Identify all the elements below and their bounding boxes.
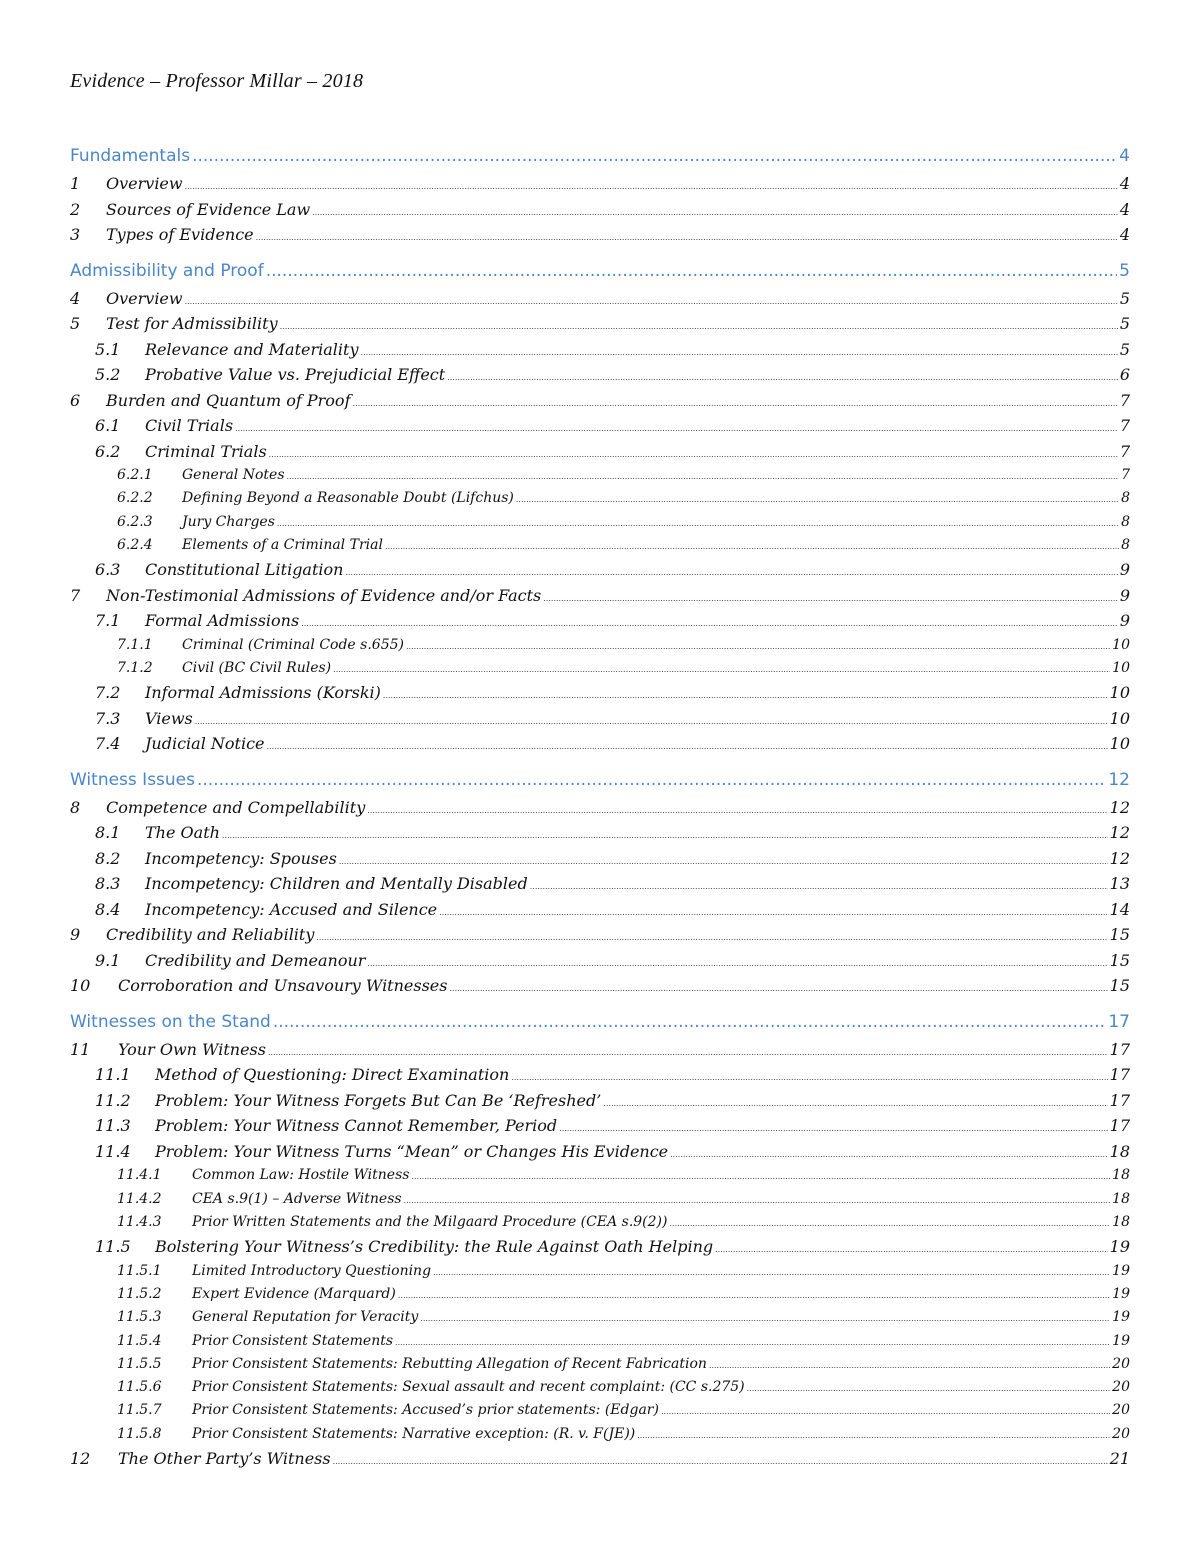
toc-entry-number: 11.5.2 xyxy=(117,1285,162,1302)
dot-leader xyxy=(439,908,1108,917)
dot-leader xyxy=(367,806,1107,815)
toc-entry-label: Incompetency: Accused and Silence xyxy=(145,899,438,919)
toc-entry[interactable] xyxy=(70,1426,1130,1449)
toc-entry[interactable] xyxy=(70,442,1130,468)
toc-entry[interactable] xyxy=(70,1091,1130,1117)
toc-entry-label: Incompetency: Spouses xyxy=(145,848,337,868)
toc-entry[interactable] xyxy=(70,537,1130,560)
toc-entry-label: Incompetency: Children and Mentally Disabled xyxy=(145,874,528,894)
toc-entry-number: 10 xyxy=(70,976,91,996)
toc-page-number: 10 xyxy=(1112,636,1130,653)
toc-entry-label: Problem: Your Witness Forgets But Can Be ‘Refreshed’ xyxy=(155,1090,602,1110)
toc-entry-label: Jury Charges xyxy=(182,513,275,530)
toc-entry[interactable] xyxy=(70,467,1130,490)
toc-entry[interactable] xyxy=(70,1333,1130,1356)
toc-entry-number: 11.4.1 xyxy=(117,1167,162,1184)
dot-leader xyxy=(333,1457,1108,1466)
toc-entry-label: Prior Consistent Statements: Sexual assault and recent complaint: (CC s.275) xyxy=(192,1379,745,1396)
toc-page-number: 18 xyxy=(1112,1213,1130,1230)
toc-entry-label: Sources of Evidence Law xyxy=(106,199,311,219)
toc-page-number: 7 xyxy=(1119,390,1130,410)
toc-entry-number: 11.2 xyxy=(95,1090,131,1110)
toc-page-number: 20 xyxy=(1112,1425,1130,1442)
toc-page-number: 19 xyxy=(1112,1262,1130,1279)
toc-entry-label: Prior Consistent Statements: Narrative exception: (R. v. F(JE)) xyxy=(192,1425,636,1442)
dot-leader xyxy=(603,1099,1107,1108)
toc-page-number: 18 xyxy=(1112,1190,1130,1207)
toc-page-number: 17 xyxy=(1109,1090,1130,1110)
dot-leader xyxy=(395,1338,1110,1347)
toc-entry-number: 8.1 xyxy=(95,823,121,843)
dot-leader xyxy=(367,959,1107,968)
toc-page-number: 9 xyxy=(1119,560,1130,580)
toc-entry-number: 9 xyxy=(70,925,81,945)
toc-entry-label: Defining Beyond a Reasonable Doubt (Lifchus) xyxy=(182,490,514,507)
toc-page-number: 15 xyxy=(1109,925,1130,945)
toc-entry-number: 11.3 xyxy=(95,1116,131,1136)
dot-leader xyxy=(192,146,1117,166)
toc-entry[interactable] xyxy=(70,823,1130,849)
dot-leader xyxy=(637,1431,1110,1440)
toc-page-number: 19 xyxy=(1112,1285,1130,1302)
toc-entry-number: 11.4.2 xyxy=(117,1190,162,1207)
document-title: Evidence – Professor Millar – 2018 xyxy=(70,70,364,92)
dot-leader xyxy=(361,348,1118,357)
toc-entry-label: Relevance and Materiality xyxy=(145,339,359,359)
dot-leader xyxy=(715,1245,1108,1254)
toc-entry-label: Test for Admissibility xyxy=(106,314,278,333)
toc-entry-number: 7.3 xyxy=(95,708,121,728)
toc-section-label: Witnesses on the Stand xyxy=(70,1011,271,1032)
toc-entry-number: 11.5.7 xyxy=(117,1402,162,1419)
toc-entry-label: Your Own Witness xyxy=(118,1039,266,1059)
dot-leader xyxy=(197,770,1106,790)
toc-entry-label: Prior Written Statements and the Milgaard Procedure (CEA s.9(2)) xyxy=(192,1213,668,1230)
table-of-contents xyxy=(70,146,1130,1475)
toc-entry-number: 8.2 xyxy=(95,848,121,868)
toc-entry-number: 6.1 xyxy=(95,416,121,435)
toc-entry[interactable] xyxy=(70,1040,1130,1066)
toc-entry-label: Problem: Your Witness Cannot Remember, Period xyxy=(155,1116,558,1136)
toc-entry-label: Prior Consistent Statements: Accused’s prior statements: (Edgar) xyxy=(192,1402,659,1419)
toc-entry[interactable] xyxy=(70,849,1130,875)
toc-section-entry[interactable] xyxy=(70,146,1130,174)
toc-section-label: Admissibility and Proof xyxy=(70,260,264,281)
toc-entry[interactable] xyxy=(70,314,1130,340)
toc-entry-number: 6.2.2 xyxy=(117,490,153,507)
toc-entry-number: 12 xyxy=(70,1449,91,1469)
toc-page-number: 17 xyxy=(1109,1065,1130,1085)
dot-leader xyxy=(449,984,1107,993)
toc-entry[interactable] xyxy=(70,1065,1130,1091)
toc-page-number: 20 xyxy=(1112,1379,1130,1396)
toc-entry-label: Formal Admissions xyxy=(145,611,300,631)
toc-entry[interactable] xyxy=(70,900,1130,926)
toc-page-number: 5 xyxy=(1119,288,1130,308)
toc-page-number: 5 xyxy=(1119,339,1130,359)
toc-entry-number: 6 xyxy=(70,390,81,410)
toc-entry[interactable] xyxy=(70,951,1130,977)
dot-leader xyxy=(559,1124,1107,1133)
toc-page-number: 8 xyxy=(1121,513,1130,530)
toc-page-number: 7 xyxy=(1121,467,1130,483)
toc-page-number: 8 xyxy=(1121,536,1130,553)
toc-section-label: Fundamentals xyxy=(70,146,191,166)
dot-leader xyxy=(280,322,1118,331)
toc-page-number: 4 xyxy=(1119,174,1130,193)
toc-page-number: 12 xyxy=(1108,769,1130,790)
toc-entry-number: 7.1 xyxy=(95,611,121,631)
toc-entry[interactable] xyxy=(70,289,1130,315)
toc-entry-number: 2 xyxy=(70,199,81,219)
toc-entry-number: 8.4 xyxy=(95,899,121,919)
toc-entry-label: Burden and Quantum of Proof xyxy=(106,390,351,410)
toc-section-entry[interactable] xyxy=(70,261,1130,289)
dot-leader xyxy=(333,665,1110,674)
dot-leader xyxy=(268,1048,1108,1057)
toc-page-number: 4 xyxy=(1119,225,1130,244)
toc-entry-label: Civil (BC Civil Rules) xyxy=(182,659,332,676)
toc-page-number: 20 xyxy=(1112,1402,1130,1419)
toc-entry-label: CEA s.9(1) – Adverse Witness xyxy=(192,1190,402,1207)
dot-leader xyxy=(185,297,1118,306)
toc-entry[interactable] xyxy=(70,1356,1130,1379)
toc-entry-label: Prior Consistent Statements: Rebutting Allegation of Recent Fabrication xyxy=(192,1355,707,1372)
dot-leader xyxy=(312,208,1118,217)
toc-entry-number: 11.5.6 xyxy=(117,1379,162,1396)
dot-leader xyxy=(267,742,1108,751)
toc-entry-label: Credibility and Reliability xyxy=(106,925,315,945)
dot-leader xyxy=(269,450,1118,459)
toc-entry-label: Civil Trials xyxy=(145,416,234,435)
toc-page-number: 12 xyxy=(1109,797,1130,817)
toc-entry-number: 11.5.8 xyxy=(117,1425,162,1442)
toc-entry-number: 7.1.2 xyxy=(117,659,153,676)
toc-entry[interactable] xyxy=(70,1191,1130,1214)
toc-entry-label: The Oath xyxy=(145,823,220,843)
toc-entry-label: Corroboration and Unsavoury Witnesses xyxy=(118,976,448,996)
toc-page-number: 15 xyxy=(1109,950,1130,970)
toc-entry[interactable] xyxy=(70,1167,1130,1190)
dot-leader xyxy=(383,691,1108,700)
toc-entry-label: Common Law: Hostile Witness xyxy=(192,1167,410,1184)
dot-leader xyxy=(301,619,1118,628)
toc-page-number: 7 xyxy=(1119,441,1130,461)
toc-page-number: 18 xyxy=(1109,1141,1130,1161)
dot-leader xyxy=(195,717,1108,726)
dot-leader xyxy=(345,568,1117,577)
toc-entry-number: 11 xyxy=(70,1039,91,1059)
toc-section-label: Witness Issues xyxy=(70,769,195,790)
toc-page-number: 17 xyxy=(1109,1039,1130,1059)
dot-leader xyxy=(406,642,1110,651)
toc-entry[interactable] xyxy=(70,365,1130,391)
toc-entry-number: 7.2 xyxy=(95,683,121,703)
toc-entry-number: 8.3 xyxy=(95,874,121,894)
toc-section-entry[interactable] xyxy=(70,1012,1130,1040)
toc-page-number: 21 xyxy=(1109,1449,1130,1469)
toc-entry-number: 5 xyxy=(70,314,81,333)
toc-entry-number: 9.1 xyxy=(95,950,121,970)
toc-entry-label: Probative Value vs. Prejudicial Effect xyxy=(145,365,446,384)
toc-entry-label: Prior Consistent Statements xyxy=(192,1332,394,1349)
toc-entry-number: 11.5.5 xyxy=(117,1355,162,1372)
toc-entry-number: 8 xyxy=(70,797,81,817)
toc-page-number: 9 xyxy=(1119,611,1130,631)
toc-entry-number: 3 xyxy=(70,225,81,244)
toc-entry-number: 6.2.1 xyxy=(117,467,153,483)
toc-entry-number: 1 xyxy=(70,174,81,193)
toc-page-number: 18 xyxy=(1112,1167,1130,1184)
toc-entry-label: Views xyxy=(145,708,193,728)
toc-entry[interactable] xyxy=(70,391,1130,417)
toc-entry-label: Criminal Trials xyxy=(145,441,267,461)
toc-page-number: 19 xyxy=(1112,1309,1130,1326)
toc-entry[interactable] xyxy=(70,1309,1130,1332)
toc-page-number: 4 xyxy=(1119,146,1130,166)
dot-leader xyxy=(411,1172,1110,1181)
toc-entry-number: 6.3 xyxy=(95,560,121,580)
dot-leader xyxy=(447,373,1118,382)
dot-leader xyxy=(235,424,1118,433)
toc-entry-label: Competence and Compellability xyxy=(106,797,366,817)
toc-entry-number: 11.5 xyxy=(95,1237,131,1257)
toc-entry[interactable] xyxy=(70,225,1130,251)
toc-entry[interactable] xyxy=(70,560,1130,586)
toc-page-number: 12 xyxy=(1109,848,1130,868)
toc-entry[interactable] xyxy=(70,514,1130,537)
toc-entry-label: The Other Party’s Witness xyxy=(118,1449,331,1469)
toc-entry-label: Non-Testimonial Admissions of Evidence and/or Facts xyxy=(106,585,542,605)
toc-page-number: 17 xyxy=(1109,1116,1130,1136)
dot-leader xyxy=(398,1291,1110,1300)
dot-leader xyxy=(543,594,1118,603)
toc-page-number: 8 xyxy=(1121,490,1130,507)
dot-leader xyxy=(316,933,1107,942)
toc-page-number: 12 xyxy=(1109,823,1130,843)
dot-leader xyxy=(185,182,1118,191)
toc-entry-number: 5.1 xyxy=(95,339,121,359)
toc-entry-number: 4 xyxy=(70,288,81,308)
toc-entry-number: 11.5.4 xyxy=(117,1332,162,1349)
toc-section-entry[interactable] xyxy=(70,770,1130,798)
dot-leader xyxy=(516,495,1119,504)
dot-leader xyxy=(385,542,1119,551)
toc-entry[interactable] xyxy=(70,683,1130,709)
dot-leader xyxy=(530,882,1108,891)
toc-entry[interactable] xyxy=(70,200,1130,226)
toc-entry[interactable] xyxy=(70,1286,1130,1309)
toc-entry[interactable] xyxy=(70,874,1130,900)
toc-entry-label: Expert Evidence (Marquard) xyxy=(192,1285,396,1302)
toc-page-number: 19 xyxy=(1109,1237,1130,1257)
toc-entry[interactable] xyxy=(70,1263,1130,1286)
toc-entry-number: 6.2.4 xyxy=(117,536,153,553)
toc-entry-label: Elements of a Criminal Trial xyxy=(182,536,383,553)
toc-entry[interactable] xyxy=(70,798,1130,824)
toc-entry[interactable] xyxy=(70,660,1130,683)
dot-leader xyxy=(670,1150,1108,1159)
toc-entry-label: Overview xyxy=(106,174,183,193)
dot-leader xyxy=(669,1219,1110,1228)
toc-page-number: 15 xyxy=(1109,976,1130,996)
toc-page-number: 5 xyxy=(1119,314,1130,333)
dot-leader xyxy=(420,1314,1110,1323)
toc-entry-label: Problem: Your Witness Turns “Mean” or Changes His Evidence xyxy=(155,1141,669,1161)
toc-entry[interactable] xyxy=(70,1116,1130,1142)
toc-page-number: 19 xyxy=(1112,1332,1130,1349)
toc-entry[interactable] xyxy=(70,709,1130,735)
toc-page-number: 6 xyxy=(1119,365,1130,384)
toc-entry[interactable] xyxy=(70,1449,1130,1475)
toc-entry-label: Informal Admissions (Korski) xyxy=(145,683,381,703)
dot-leader xyxy=(277,519,1119,528)
toc-entry-number: 6.2 xyxy=(95,441,121,461)
dot-leader xyxy=(404,1196,1111,1205)
toc-entry[interactable] xyxy=(70,1214,1130,1237)
toc-entry-number: 11.4 xyxy=(95,1141,131,1161)
toc-entry-label: Constitutional Litigation xyxy=(145,560,344,580)
dot-leader xyxy=(339,857,1108,866)
toc-entry-number: 11.4.3 xyxy=(117,1213,162,1230)
toc-entry-label: Method of Questioning: Direct Examination xyxy=(155,1065,510,1085)
toc-entry-number: 5.2 xyxy=(95,365,121,384)
toc-page-number: 13 xyxy=(1109,874,1130,894)
toc-entry[interactable] xyxy=(70,490,1130,513)
dot-leader xyxy=(352,399,1117,408)
toc-entry[interactable] xyxy=(70,925,1130,951)
toc-page-number: 10 xyxy=(1112,659,1130,676)
toc-page-number: 10 xyxy=(1109,708,1130,728)
toc-page-number: 17 xyxy=(1108,1011,1130,1032)
toc-entry-number: 7.1.1 xyxy=(117,636,153,653)
toc-entry[interactable] xyxy=(70,734,1130,760)
toc-entry-label: Overview xyxy=(106,288,183,308)
toc-entry-label: Limited Introductory Questioning xyxy=(192,1262,432,1279)
toc-entry-label: Bolstering Your Witness’s Credibility: the Rule Against Oath Helping xyxy=(155,1237,714,1257)
toc-page-number: 10 xyxy=(1109,683,1130,703)
dot-leader xyxy=(709,1361,1110,1370)
toc-page-number: 9 xyxy=(1119,585,1130,605)
toc-entry-number: 7.4 xyxy=(95,734,121,754)
toc-entry[interactable] xyxy=(70,174,1130,200)
toc-entry[interactable] xyxy=(70,1379,1130,1402)
toc-entry-label: General Notes xyxy=(182,467,285,483)
toc-page-number: 14 xyxy=(1109,899,1130,919)
toc-entry[interactable] xyxy=(70,1402,1130,1425)
toc-entry[interactable] xyxy=(70,611,1130,637)
dot-leader xyxy=(661,1407,1110,1416)
dot-leader xyxy=(222,831,1108,840)
toc-entry-label: Credibility and Demeanour xyxy=(145,950,366,970)
dot-leader xyxy=(273,1012,1107,1032)
dot-leader xyxy=(287,472,1120,481)
toc-entry-number: 11.5.1 xyxy=(117,1262,162,1279)
toc-page-number: 7 xyxy=(1119,416,1130,435)
toc-page-number: 10 xyxy=(1109,734,1130,754)
toc-page-number: 5 xyxy=(1119,260,1130,281)
toc-entry[interactable] xyxy=(70,1142,1130,1168)
toc-entry[interactable] xyxy=(70,976,1130,1002)
toc-entry[interactable] xyxy=(70,586,1130,612)
toc-entry-label: General Reputation for Veracity xyxy=(192,1309,419,1326)
toc-entry-number: 6.2.3 xyxy=(117,513,153,530)
toc-entry[interactable] xyxy=(70,416,1130,442)
dot-leader xyxy=(256,233,1118,242)
toc-entry-label: Criminal (Criminal Code s.655) xyxy=(182,636,404,653)
toc-page-number: 4 xyxy=(1119,199,1130,219)
dot-leader xyxy=(433,1268,1110,1277)
dot-leader xyxy=(511,1073,1107,1082)
toc-entry-number: 7 xyxy=(70,585,81,605)
toc-entry[interactable] xyxy=(70,637,1130,660)
toc-entry[interactable] xyxy=(70,1237,1130,1263)
dot-leader xyxy=(266,261,1117,281)
toc-entry-number: 11.1 xyxy=(95,1065,131,1085)
toc-entry-label: Types of Evidence xyxy=(106,225,254,244)
toc-page-number: 20 xyxy=(1112,1355,1130,1372)
dot-leader xyxy=(747,1384,1111,1393)
toc-entry-label: Judicial Notice xyxy=(145,734,265,754)
toc-entry-number: 11.5.3 xyxy=(117,1309,162,1326)
toc-entry[interactable] xyxy=(70,340,1130,366)
